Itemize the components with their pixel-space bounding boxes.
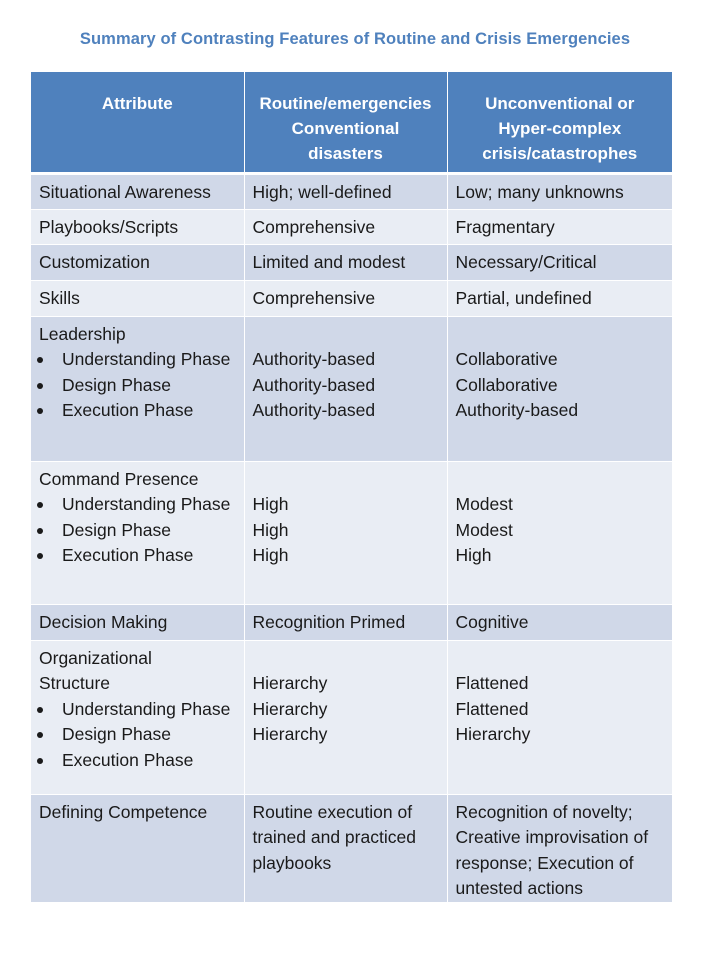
table-row [31,209,672,244]
value-line: High [252,519,289,540]
cell-routine: High; well-defined [244,173,447,209]
cell-crisis: Cognitive [447,604,672,640]
row-label: Leadership [39,323,126,344]
cell-attribute: Decision Making [31,604,244,640]
list-item: Design Phase [39,722,236,748]
cell-attribute [31,640,244,794]
row-label: Structure [39,673,110,693]
value-line: High [252,545,289,565]
features-table [31,72,672,903]
header-attribute: Attribute [31,72,244,173]
cell-attribute: Playbooks/Scripts [31,209,244,244]
cell-attribute: Customization [31,244,244,280]
list-item: Execution Phase [39,398,236,424]
page-title: Summary of Contrasting Features of Routine and Crisis Emergencies [79,30,631,48]
cell-routine: Comprehensive [244,209,447,244]
cell-routine: Limited and modest [244,244,447,280]
table-row [31,794,672,902]
table-row [31,604,672,640]
value-line: Authority-based [252,349,376,369]
cell-attribute [31,461,244,604]
cell-attribute: Defining Competence [31,794,244,902]
list-item: Execution Phase [39,748,236,774]
phase-list [39,492,236,569]
table-row [31,316,672,461]
table-row [31,244,672,280]
value-line: High [252,494,289,514]
cell-crisis [447,640,672,794]
cell-crisis: Partial, undefined [447,280,672,316]
value-line: Hierarchy [252,724,328,744]
value-line: High [455,545,492,565]
value-line: Collaborative [455,374,558,395]
header-routine: Routine/emergencies Conventional disasters [244,72,447,173]
cell-routine [244,640,447,794]
value-line: Modest [455,519,513,540]
table-row [31,461,672,604]
table-row [31,280,672,316]
value-line: Hierarchy [252,698,328,719]
cell-crisis: Necessary/Critical [447,244,672,280]
cell-attribute: Situational Awareness [31,173,244,209]
header-row [31,72,672,173]
table-row [31,640,672,794]
cell-routine [244,316,447,461]
list-item: Understanding Phase [39,492,236,518]
list-item: Design Phase [39,518,236,544]
value-line: Authority-based [252,400,376,420]
value-line: Modest [455,494,513,514]
list-item: Understanding Phase [39,697,236,723]
cell-attribute: Skills [31,280,244,316]
cell-routine: Routine execution of trained and practiced playbooks [244,794,447,902]
phase-list [39,347,236,424]
cell-routine: Recognition Primed [244,604,447,640]
cell-attribute [31,316,244,461]
list-item: Execution Phase [39,543,236,569]
cell-crisis: Low; many unknowns [447,173,672,209]
header-crisis: Unconventional or Hyper-complex crisis/catastrophes [447,72,672,173]
value-line: Flattened [455,673,529,693]
row-label: Command Presence [39,468,199,489]
value-line: Authority-based [252,374,376,395]
value-line: Flattened [455,698,529,719]
table-row [31,173,672,209]
cell-crisis: Recognition of novelty; Creative improvisation of response; Execution of untested actions [447,794,672,902]
phase-list [39,697,236,774]
cell-routine: Comprehensive [244,280,447,316]
cell-crisis [447,461,672,604]
cell-crisis [447,316,672,461]
value-line: Hierarchy [455,724,531,744]
list-item: Understanding Phase [39,347,236,373]
cell-crisis: Fragmentary [447,209,672,244]
value-line: Authority-based [455,400,579,420]
list-item: Design Phase [39,373,236,399]
row-label: Organizational [39,647,152,668]
value-line: Hierarchy [252,673,328,693]
value-line: Collaborative [455,349,558,369]
cell-routine [244,461,447,604]
